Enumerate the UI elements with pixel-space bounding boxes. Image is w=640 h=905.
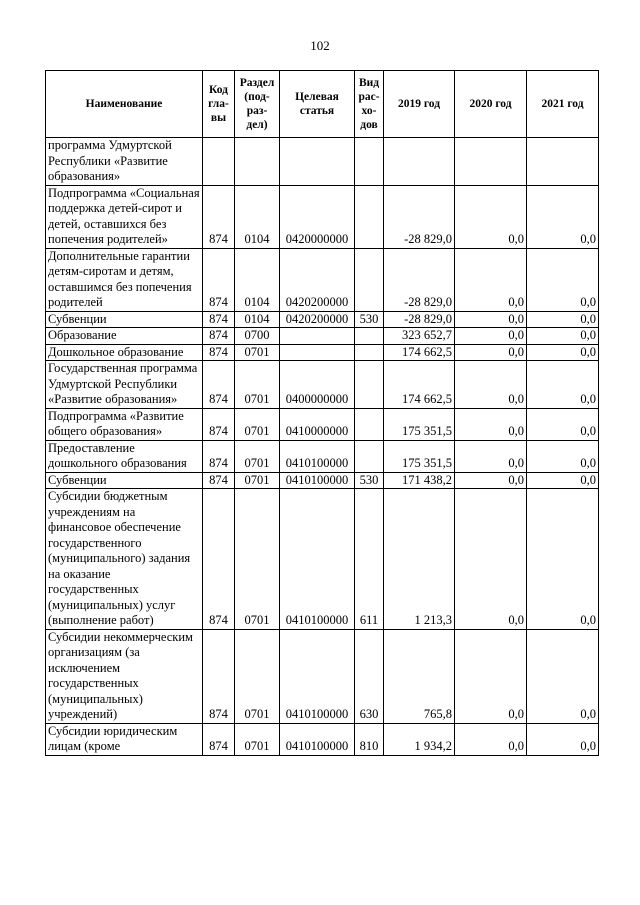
table-row	[46, 328, 599, 345]
row-name: Субсидии юридическим лицам (кроме	[46, 723, 203, 755]
row-name: Государственная программа Удмуртской Республики «Развитие образования»	[46, 361, 203, 409]
row-type: 630	[355, 629, 384, 723]
row-type	[355, 344, 384, 361]
header-2019: 2019 год	[384, 71, 455, 138]
row-2019: 175 351,5	[384, 408, 455, 440]
row-2020: 0,0	[455, 472, 527, 489]
row-2019: 1 213,3	[384, 489, 455, 630]
row-section: 0701	[235, 489, 280, 630]
row-type: 530	[355, 311, 384, 328]
row-2019: 174 662,5	[384, 361, 455, 409]
row-2020: 0,0	[455, 185, 527, 248]
row-code: 874	[203, 248, 235, 311]
row-section: 0104	[235, 311, 280, 328]
row-type: 810	[355, 723, 384, 755]
row-article: 0410100000	[280, 489, 355, 630]
row-code: 874	[203, 489, 235, 630]
row-code: 874	[203, 629, 235, 723]
row-article: 0420200000	[280, 248, 355, 311]
table-row	[46, 440, 599, 472]
row-name: программа Удмуртской Республики «Развитие образования»	[46, 138, 203, 186]
row-2021: 0,0	[527, 440, 599, 472]
row-article: 0420000000	[280, 185, 355, 248]
row-type: 611	[355, 489, 384, 630]
row-name: Субсидии бюджетным учреждениям на финансовое обеспечение государственного (муниципального) задания на оказание государственных (муниципальных) услуг (выполнение работ)	[46, 489, 203, 630]
row-section: 0701	[235, 408, 280, 440]
table-row	[46, 472, 599, 489]
row-section: 0701	[235, 344, 280, 361]
row-name: Предоставление дошкольного образования	[46, 440, 203, 472]
row-2020: 0,0	[455, 248, 527, 311]
row-2021: 0,0	[527, 344, 599, 361]
row-2020: 0,0	[455, 328, 527, 345]
row-2019: -28 829,0	[384, 185, 455, 248]
row-code: 874	[203, 472, 235, 489]
table-row	[46, 185, 599, 248]
row-section	[235, 138, 280, 186]
row-2021: 0,0	[527, 408, 599, 440]
row-type	[355, 248, 384, 311]
page-number: 102	[310, 38, 330, 53]
row-2019: 175 351,5	[384, 440, 455, 472]
row-section: 0700	[235, 328, 280, 345]
row-2020	[455, 138, 527, 186]
row-code: 874	[203, 361, 235, 409]
table-row	[46, 138, 599, 186]
row-2019: 1 934,2	[384, 723, 455, 755]
row-2020: 0,0	[455, 361, 527, 409]
row-type	[355, 440, 384, 472]
row-2021: 0,0	[527, 361, 599, 409]
row-2019	[384, 138, 455, 186]
row-2019: 323 652,7	[384, 328, 455, 345]
row-2021: 0,0	[527, 185, 599, 248]
row-article	[280, 138, 355, 186]
row-name: Дополнительные гарантии детям-сиротам и детям, оставшимся без попечения родителей	[46, 248, 203, 311]
row-2020: 0,0	[455, 723, 527, 755]
row-code: 874	[203, 344, 235, 361]
row-code: 874	[203, 440, 235, 472]
row-2019: -28 829,0	[384, 248, 455, 311]
row-2021: 0,0	[527, 472, 599, 489]
row-2020: 0,0	[455, 440, 527, 472]
row-type	[355, 138, 384, 186]
row-section: 0104	[235, 248, 280, 311]
header-2021: 2021 год	[527, 71, 599, 138]
row-code: 874	[203, 723, 235, 755]
row-article: 0410100000	[280, 472, 355, 489]
row-2021: 0,0	[527, 248, 599, 311]
row-2019: 174 662,5	[384, 344, 455, 361]
row-section: 0104	[235, 185, 280, 248]
row-name: Субсидии некоммерческим организациям (за исключением государственных (муниципальных) учреждений)	[46, 629, 203, 723]
row-code: 874	[203, 408, 235, 440]
row-section: 0701	[235, 361, 280, 409]
row-type	[355, 408, 384, 440]
budget-table	[45, 70, 599, 756]
row-2020: 0,0	[455, 408, 527, 440]
row-2020: 0,0	[455, 629, 527, 723]
row-2021: 0,0	[527, 629, 599, 723]
row-2021	[527, 138, 599, 186]
row-section: 0701	[235, 440, 280, 472]
row-section: 0701	[235, 629, 280, 723]
header-name: Наименование	[46, 71, 203, 138]
row-article	[280, 344, 355, 361]
row-code	[203, 138, 235, 186]
table-row	[46, 723, 599, 755]
row-name: Субвенции	[46, 311, 203, 328]
header-type: Вид рас- хо- дов	[355, 71, 384, 138]
row-code: 874	[203, 328, 235, 345]
table-header-row	[46, 71, 599, 138]
row-2020: 0,0	[455, 344, 527, 361]
row-section: 0701	[235, 472, 280, 489]
row-section: 0701	[235, 723, 280, 755]
row-type: 530	[355, 472, 384, 489]
row-article: 0400000000	[280, 361, 355, 409]
row-2019: 171 438,2	[384, 472, 455, 489]
header-section: Раздел (под- раз- дел)	[235, 71, 280, 138]
row-2020: 0,0	[455, 489, 527, 630]
row-article	[280, 328, 355, 345]
row-name: Подпрограмма «Развитие общего образования»	[46, 408, 203, 440]
row-2021: 0,0	[527, 723, 599, 755]
row-2021: 0,0	[527, 328, 599, 345]
row-article: 0410100000	[280, 629, 355, 723]
row-2019: -28 829,0	[384, 311, 455, 328]
table-row	[46, 408, 599, 440]
row-name: Образование	[46, 328, 203, 345]
table-row	[46, 311, 599, 328]
row-2019: 765,8	[384, 629, 455, 723]
row-name: Подпрограмма «Социальная поддержка детей-сирот и детей, оставшихся без попечения родителей»	[46, 185, 203, 248]
row-type	[355, 361, 384, 409]
row-article: 0420200000	[280, 311, 355, 328]
row-article: 0410100000	[280, 723, 355, 755]
row-2020: 0,0	[455, 311, 527, 328]
row-2021: 0,0	[527, 489, 599, 630]
row-code: 874	[203, 185, 235, 248]
header-article: Целевая статья	[280, 71, 355, 138]
row-name: Дошкольное образование	[46, 344, 203, 361]
row-article: 0410100000	[280, 440, 355, 472]
table-row	[46, 361, 599, 409]
row-type	[355, 328, 384, 345]
table-row	[46, 344, 599, 361]
row-code: 874	[203, 311, 235, 328]
table-row	[46, 489, 599, 630]
header-code: Код гла- вы	[203, 71, 235, 138]
row-2021: 0,0	[527, 311, 599, 328]
row-article: 0410000000	[280, 408, 355, 440]
row-name: Субвенции	[46, 472, 203, 489]
table-row	[46, 629, 599, 723]
table-row	[46, 248, 599, 311]
row-type	[355, 185, 384, 248]
header-2020: 2020 год	[455, 71, 527, 138]
